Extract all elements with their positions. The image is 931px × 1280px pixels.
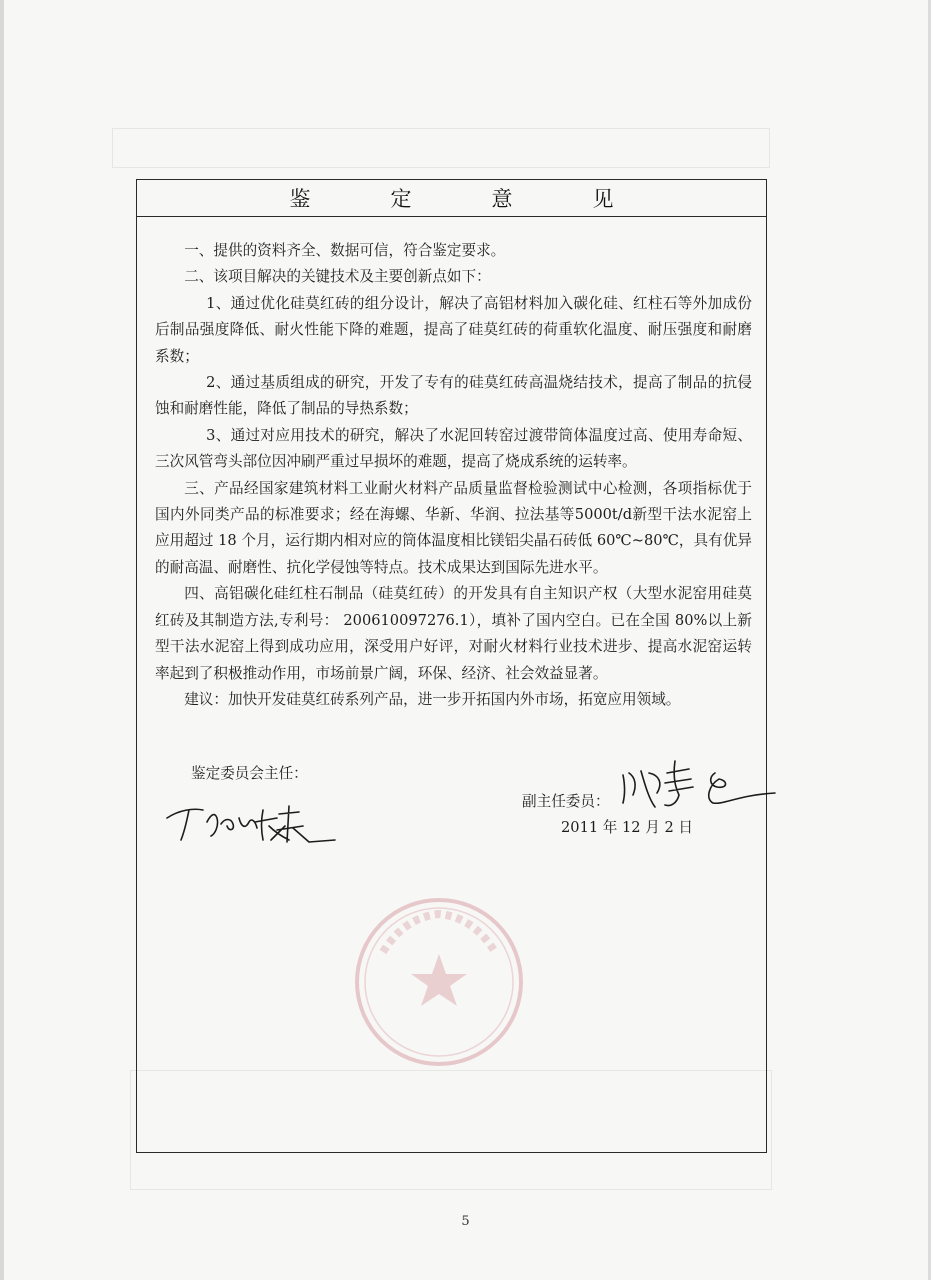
- paragraph: 2、通过基质组成的研究，开发了专有的硅莫红砖高温烧结技术，提高了制品的抗侵蚀和耐磨性能，降低了制品的导热系数；: [155, 374, 752, 418]
- paragraph: 三、产品经国家建筑材料工业耐火材料产品质量监督检验测试中心检测，各项指标优于国内外同类产品的标准要求；经在海螺、华新、华润、拉法基等5000t/d新型干法水泥窑上应用超过 18 个月，运行期内相对应的筒体温度相比镁铝尖晶石砖低 60℃~80℃，具有优异的耐高温、耐磨性、抗化学侵蚀等特点。技术成果达到国际先进水平。: [155, 479, 752, 576]
- paragraph: 建议：加快开发硅莫红砖系列产品，进一步开拓国内外市场，拓宽应用领域。: [184, 690, 681, 708]
- chair-signature: [159, 796, 339, 846]
- bleed-through-box-top: [112, 128, 770, 168]
- vice-chair-signature: [619, 755, 779, 815]
- paragraph: 1、通过优化硅莫红砖的组分设计，解决了高铝材料加入碳化硅、红柱石等外加成份后制品强度降低、耐火性能下降的难题，提高了硅莫红砖的荷重软化温度、耐压强度和耐磨系数；: [155, 294, 752, 365]
- document-title: 鉴定意见: [289, 187, 694, 211]
- signing-date: 2011 年 12 月 2 日: [561, 819, 693, 836]
- frame-header: [137, 180, 766, 217]
- paragraph: 四、高铝碳化硅红柱石制品（硅莫红砖）的开发具有自主知识产权（大型水泥窑用硅莫红砖及其制造方法,专利号： 200610097276.1），填补了国内空白。已在全国 80%以上新型干法水泥窑上得到成功应用，深受用户好评，对耐火材料行业技术进步、提高水泥窑运转率起到了积极推动作用，市场前景广阔，环保、经济、社会效益显著。: [155, 585, 752, 682]
- paragraph: 一、提供的资料齐全、数据可信，符合鉴定要求。: [184, 242, 506, 259]
- scan-edge-left: [0, 0, 4, 1280]
- paragraph: 二、该项目解决的关键技术及主要创新点如下：: [184, 268, 491, 286]
- opinion-body: [155, 238, 752, 713]
- page-number: 5: [461, 1214, 470, 1229]
- vice-chair-label: 副主任委员：: [522, 793, 610, 810]
- opinion-frame: [136, 179, 767, 1153]
- official-seal: [349, 892, 529, 1072]
- chair-label: 鉴定委员会主任：: [191, 765, 308, 782]
- paragraph: 3、通过对应用技术的研究，解决了水泥回转窑过渡带筒体温度过高、使用寿命短、三次风管弯头部位因冲刷严重过早损坏的难题，提高了烧成系统的运转率。: [155, 426, 752, 471]
